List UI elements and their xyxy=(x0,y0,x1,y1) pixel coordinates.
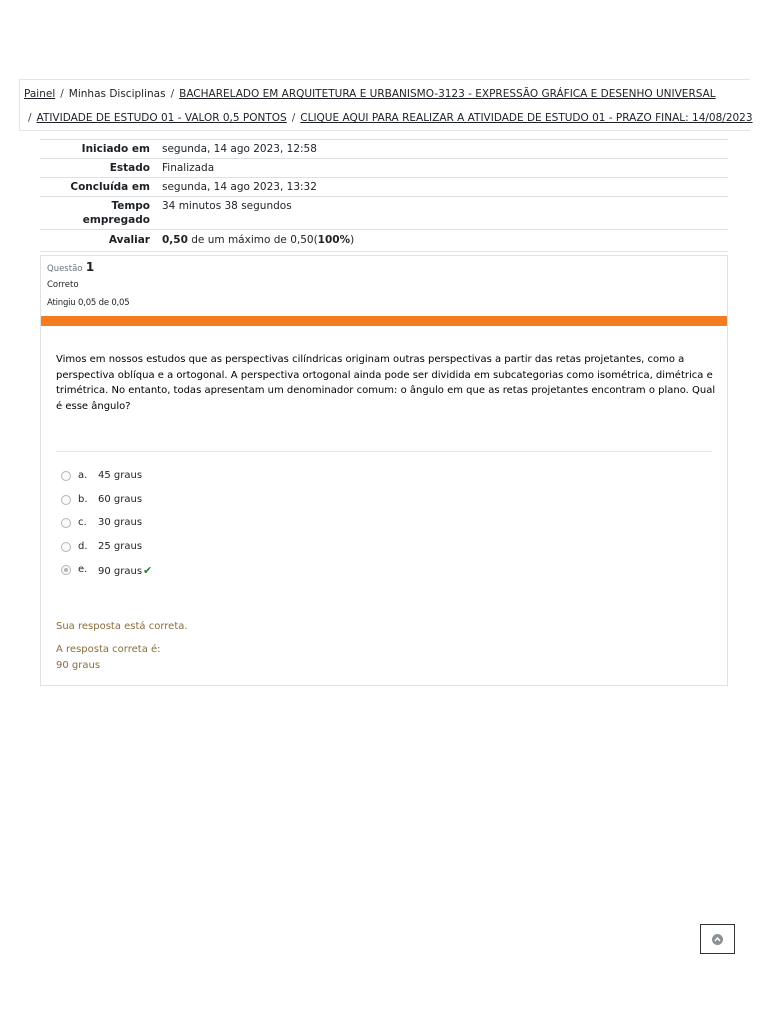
summary-label: Concluída em xyxy=(40,178,156,197)
grade-score: 0,50 xyxy=(162,234,188,246)
question-number-value: 1 xyxy=(85,260,95,274)
breadcrumb-separator: / xyxy=(170,88,175,100)
breadcrumb-separator: / xyxy=(291,112,296,124)
back-to-top-button[interactable] xyxy=(700,924,735,954)
answer-letter: c. xyxy=(78,517,87,528)
radio-button[interactable] xyxy=(61,542,71,552)
summary-value: segunda, 14 ago 2023, 12:58 xyxy=(156,140,728,159)
answer-letter: e. xyxy=(78,564,88,575)
summary-row-state xyxy=(40,159,728,178)
correct-answer-label: A resposta correta é: xyxy=(56,644,161,655)
radio-button[interactable] xyxy=(61,518,71,528)
summary-label-line: Tempo xyxy=(111,200,150,212)
answer-text: 60 graus xyxy=(98,493,143,505)
question-grade: Atingiu 0,05 de 0,05 xyxy=(47,298,130,308)
question-card xyxy=(40,255,728,686)
grade-close: ) xyxy=(350,234,355,246)
check-icon: ✔ xyxy=(143,564,153,577)
breadcrumb-separator: / xyxy=(60,88,64,100)
summary-row-time xyxy=(40,197,728,230)
breadcrumb-minhas-disciplinas: Minhas Disciplinas xyxy=(68,88,166,100)
question-state: Correto xyxy=(47,280,79,290)
summary-value: Finalizada xyxy=(156,159,728,178)
summary-row-started xyxy=(40,140,728,159)
summary-label xyxy=(40,197,156,230)
answer-letter: a. xyxy=(78,470,88,481)
answer-text: 90 graus xyxy=(98,566,143,577)
grade-percent: 100% xyxy=(317,234,351,246)
quiz-summary-table xyxy=(40,139,728,252)
summary-value: 34 minutos 38 segundos xyxy=(156,197,728,230)
summary-row-completed xyxy=(40,178,728,197)
radio-button[interactable] xyxy=(61,471,71,481)
summary-label: Avaliar xyxy=(40,230,156,252)
summary-label: Estado xyxy=(40,159,156,178)
answer-letter: d. xyxy=(78,540,88,552)
breadcrumb-painel[interactable]: Painel xyxy=(24,88,56,100)
question-text: Vimos em nossos estudos que as perspectivas cilíndricas originam outras perspectivas a partir das retas projetantes, como a perspectiva oblíqua e a ortogonal. A perspectiva ortogonal ainda pode ser dividida em subcategorias como isométrica, dimétrica e trimétrica. No entanto, todas apresentam um denominador comum: o ângulo em que as retas projetantes encontram o plano. Qual é esse ângulo? xyxy=(56,354,716,412)
question-label: Questão xyxy=(47,264,83,274)
question-number xyxy=(47,260,94,274)
summary-label-line: empregado xyxy=(82,214,150,226)
summary-value xyxy=(156,230,728,252)
breadcrumb-quiz[interactable]: CLIQUE AQUI PARA REALIZAR A ATIVIDADE DE ESTUDO 01 - PRAZO FINAL: 14/08/2023 xyxy=(300,112,753,124)
question-accent-bar xyxy=(41,316,727,326)
summary-label: Iniciado em xyxy=(40,140,156,159)
feedback-text: Sua resposta está correta. xyxy=(56,621,188,632)
correct-answer-value: 90 graus xyxy=(56,660,101,671)
radio-button-selected[interactable] xyxy=(61,565,71,575)
summary-row-grade xyxy=(40,230,728,252)
divider xyxy=(56,451,712,452)
arrow-up-circle-icon xyxy=(712,934,723,945)
answer-text: 45 graus xyxy=(98,470,143,481)
grade-max: de um máximo de 0,50( xyxy=(191,234,318,246)
correct-answer-block xyxy=(56,642,161,674)
answer-text-wrap xyxy=(98,564,152,577)
answer-text: 30 graus xyxy=(98,517,143,528)
breadcrumb-activity[interactable]: ATIVIDADE DE ESTUDO 01 - VALOR 0,5 PONTOS xyxy=(36,112,287,124)
breadcrumb xyxy=(19,79,753,131)
breadcrumb-course[interactable]: BACHARELADO EM ARQUITETURA E URBANISMO-3123 - EXPRESSÃO GRÁFICA E DESENHO UNIVERSAL xyxy=(179,88,716,100)
radio-button[interactable] xyxy=(61,495,71,505)
answer-letter: b. xyxy=(78,493,88,505)
answer-text: 25 graus xyxy=(98,540,143,552)
breadcrumb-separator: / xyxy=(28,112,32,124)
summary-value: segunda, 14 ago 2023, 13:32 xyxy=(156,178,728,197)
